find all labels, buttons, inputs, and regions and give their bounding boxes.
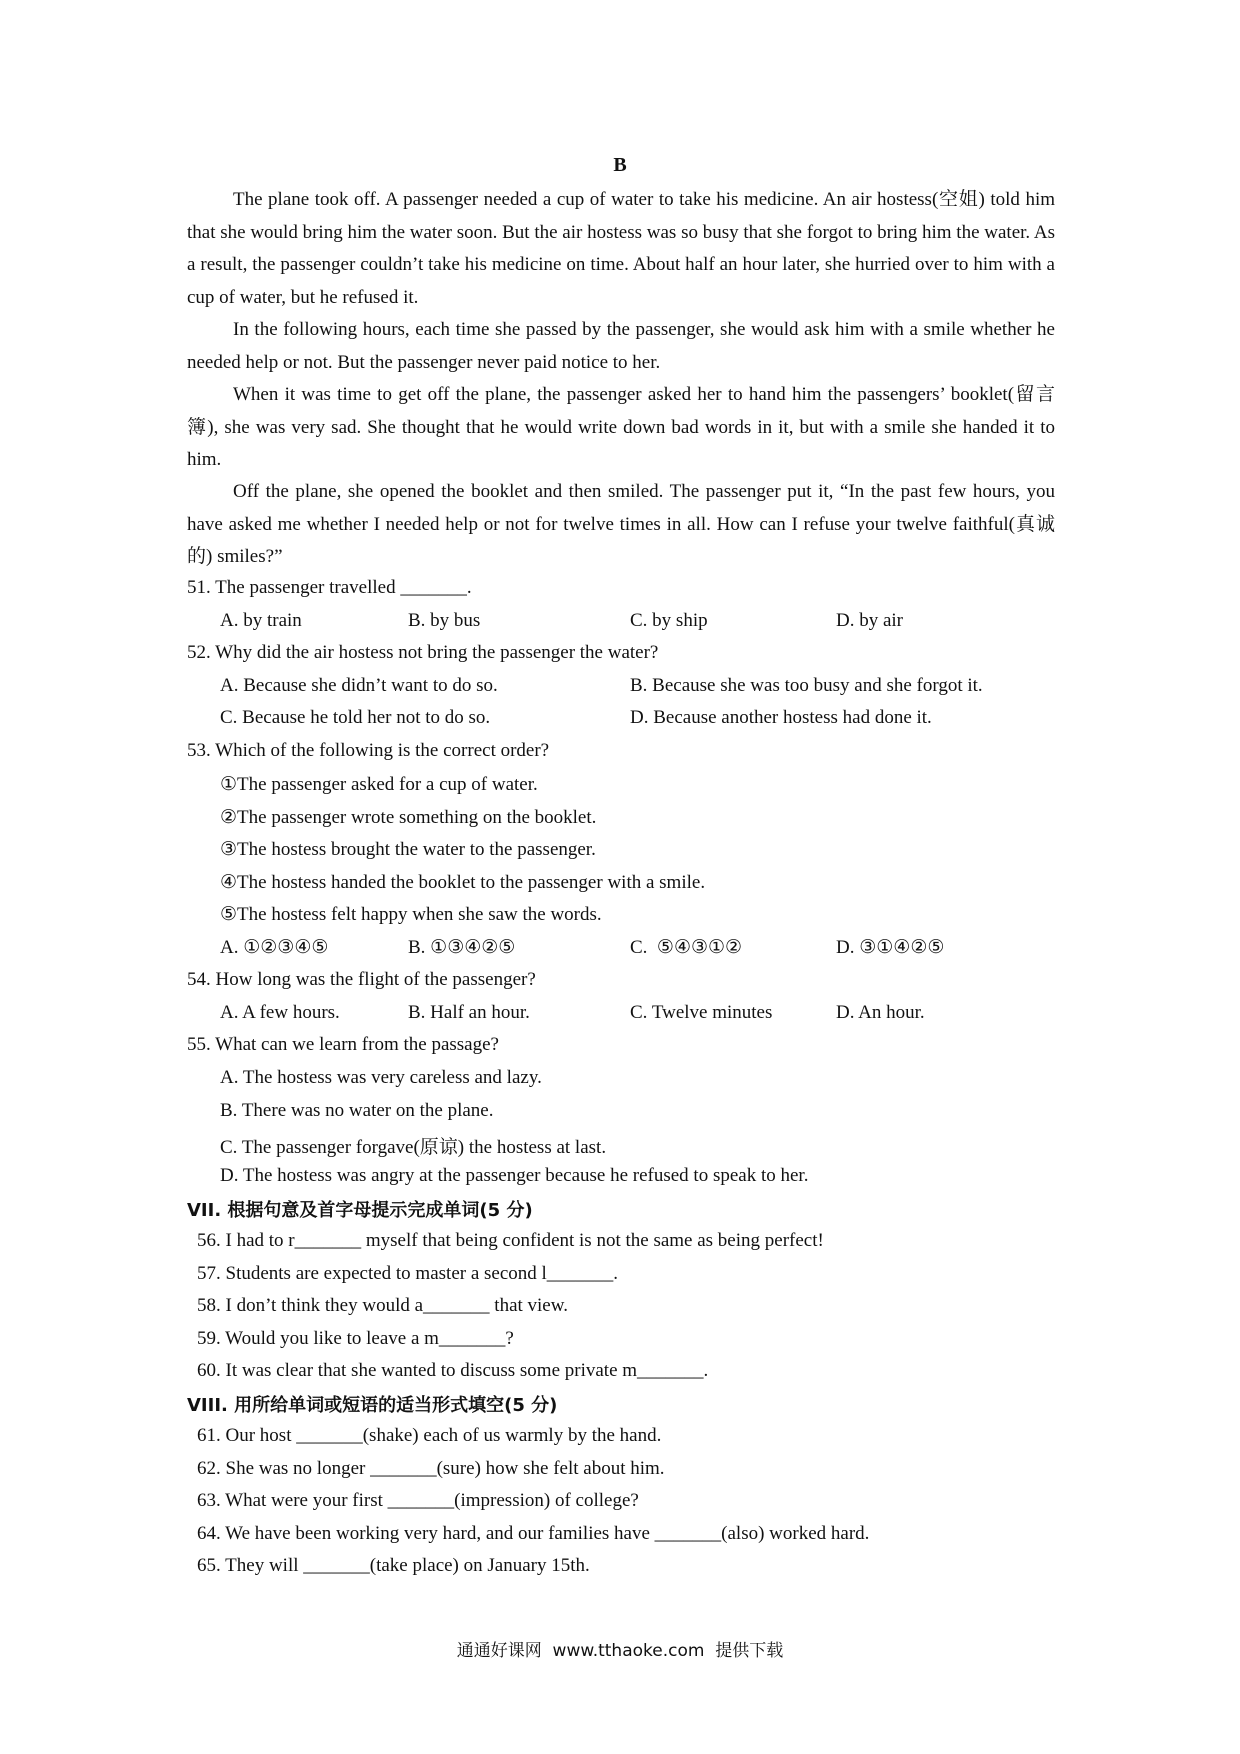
fill-item-61: 61. Our host _______(shake) each of us warmly by the hand. [197,1425,662,1446]
question-54-option-b: B. Half an hour. [408,1002,530,1023]
question-52-option-b: B. Because she was too busy and she forgot it. [630,675,983,696]
question-53-event-4: ④The hostess handed the booklet to the passenger with a smile. [220,872,706,893]
fill-item-56: 56. I had to r_______ myself that being confident is not the same as being perfect! [197,1230,824,1251]
question-53-event-2: ②The passenger wrote something on the booklet. [220,807,597,828]
fill-item-57: 57. Students are expected to master a second l_______. [197,1263,619,1284]
question-55-option-c: C. The passenger forgave(原谅) the hostess at last. [220,1137,607,1158]
question-55-stem: 55. What can we learn from the passage? [187,1034,499,1055]
question-53-stem: 53. Which of the following is the correct order? [187,740,550,761]
passage-paragraph-4: Off the plane, she opened the booklet and then smiled. The passenger put it, “In the past few hours, you have asked me whether I needed help or not for twelve times in all. How can I refuse your twelve faithful(真诚的) smiles?” [187,481,1055,567]
question-54-option-a: A. A few hours. [220,1002,340,1023]
question-54-option-d: D. An hour. [836,1002,925,1023]
section-title: B [613,154,627,176]
fill-item-63: 63. What were your first _______(impression) of college? [197,1490,639,1511]
question-53-option-b: B. ①③④②⑤ [408,937,516,958]
section-7-heading: VII. 根据句意及首字母提示完成单词(5 分) [187,1200,533,1221]
question-55-option-a: A. The hostess was very careless and lazy. [220,1067,542,1088]
question-53-option-d: D. ③①④②⑤ [836,937,945,958]
question-52-option-d: D. Because another hostess had done it. [630,707,932,728]
question-53-option-c: C. ⑤④③①② [630,937,743,958]
fill-item-62: 62. She was no longer _______(sure) how she felt about him. [197,1458,665,1479]
passage-paragraph-3: When it was time to get off the plane, the passenger asked her to hand him the passengers’ booklet(留言簿), she was very sad. She thought that he would write down bad words in it, but with a smile she handed it to him. [187,384,1055,470]
fill-item-64: 64. We have been working very hard, and our families have _______(also) worked hard. [197,1523,870,1544]
fill-item-65: 65. They will _______(take place) on January 15th. [197,1555,590,1576]
question-51-option-d: D. by air [836,610,904,631]
question-51-option-a: A. by train [220,610,302,631]
question-53-event-1: ①The passenger asked for a cup of water. [220,774,538,795]
passage-paragraph-2: In the following hours, each time she passed by the passenger, she would ask him with a smile whether he needed help or not. But the passenger never paid notice to her. [187,319,1055,373]
question-51-option-c: C. by ship [630,610,708,631]
question-55-option-d: D. The hostess was angry at the passenger because he refused to speak to her. [220,1165,809,1186]
section-8-heading: VIII. 用所给单词或短语的适当形式填空(5 分) [187,1395,558,1416]
question-52-stem: 52. Why did the air hostess not bring the passenger the water? [187,642,659,663]
fill-item-59: 59. Would you like to leave a m_______? [197,1328,514,1349]
fill-item-60: 60. It was clear that she wanted to discuss some private m_______. [197,1360,709,1381]
passage-paragraph-1: The plane took off. A passenger needed a cup of water to take his medicine. An air hostess(空姐) told him that she would bring him the water soon. But the air hostess was so busy that she forgot to bring him the water. As a result, the passenger couldn’t take his medicine on time. About half an hour later, she hurried over to him with a cup of water, but he refused it. [187,189,1055,308]
question-54-option-c: C. Twelve minutes [630,1002,773,1023]
question-55-option-b: B. There was no water on the plane. [220,1100,494,1121]
question-53-event-3: ③The hostess brought the water to the passenger. [220,839,596,860]
question-51-stem: 51. The passenger travelled _______. [187,577,472,598]
question-53-event-5: ⑤The hostess felt happy when she saw the words. [220,904,602,925]
question-53-option-a: A. ①②③④⑤ [220,937,329,958]
question-51-option-b: B. by bus [408,610,481,631]
question-52-option-a: A. Because she didn’t want to do so. [220,675,498,696]
fill-item-58: 58. I don’t think they would a_______ that view. [197,1295,568,1316]
page-footer: 通通好课网 www.tthaoke.com 提供下载 [456,1641,784,1661]
question-52-option-c: C. Because he told her not to do so. [220,707,491,728]
question-54-stem: 54. How long was the flight of the passenger? [187,969,536,990]
